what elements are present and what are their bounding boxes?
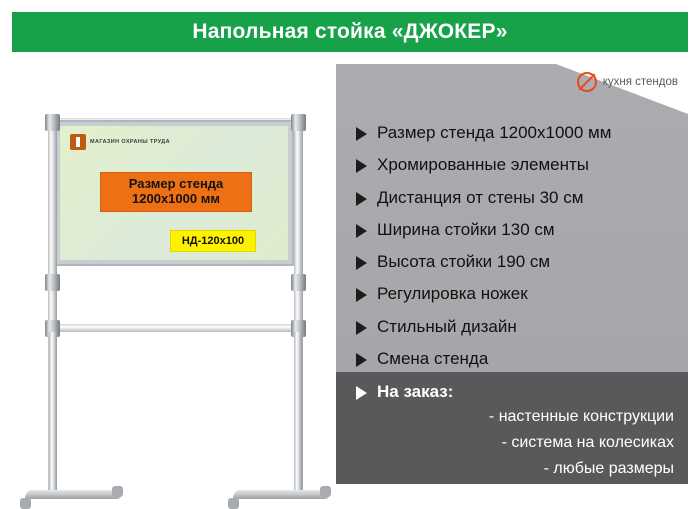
- leg-post-right: [294, 332, 302, 494]
- list-item: [356, 348, 678, 369]
- brand-logo: [577, 72, 678, 92]
- order-title: На заказ:: [377, 382, 454, 401]
- feature-text: Регулировка ножек: [377, 284, 528, 304]
- triangle-right-icon: [356, 321, 367, 335]
- no-cooking-icon: [577, 72, 597, 92]
- order-heading: [356, 382, 453, 402]
- list-item: [356, 122, 678, 143]
- board-logo-icon: [70, 134, 86, 150]
- triangle-right-icon: [356, 127, 367, 141]
- foot-cap-right-back: [320, 486, 331, 497]
- feature-text: Высота стойки 190 см: [377, 252, 551, 271]
- page-title: Напольная стойка «ДЖОКЕР»: [192, 20, 508, 43]
- feature-list: [356, 122, 678, 380]
- triangle-right-icon: [356, 256, 367, 270]
- frame-joint-top-right: [291, 114, 306, 131]
- triangle-right-icon: [356, 224, 367, 238]
- list-item: [356, 283, 678, 304]
- frame-joint-top-left: [45, 114, 60, 131]
- list-item: [356, 154, 678, 175]
- order-option: - настенные конструкции: [488, 408, 674, 425]
- stand-board-face: [60, 126, 288, 260]
- size-label-line2: 1200х1000 мм: [132, 191, 220, 206]
- foot-base-left: [24, 490, 124, 499]
- code-label: [170, 230, 256, 252]
- brand-label: кухня стендов: [602, 76, 678, 88]
- feature-text: Смена стенда: [377, 348, 489, 368]
- list-item: [356, 219, 678, 240]
- product-illustration: [12, 58, 334, 484]
- feature-text: Ширина стойки 130 см: [377, 219, 555, 239]
- order-option: - система на колесиках: [501, 434, 674, 451]
- board-logo-text: МАГАЗИН ОХРАНЫ ТРУДА: [90, 139, 170, 145]
- order-panel: [336, 372, 688, 484]
- code-label-text: НД-120х100: [181, 235, 245, 247]
- triangle-right-icon: [356, 386, 367, 400]
- leg-post-left: [49, 332, 57, 494]
- triangle-right-icon: [356, 353, 367, 367]
- list-item: [356, 316, 678, 337]
- triangle-right-icon: [356, 159, 367, 173]
- feature-text: Размер стенда 1200х1000 мм: [377, 123, 612, 142]
- triangle-right-icon: [356, 288, 367, 302]
- triangle-right-icon: [356, 192, 367, 206]
- frame-joint-mid-left: [45, 274, 60, 291]
- frame-joint-mid-right: [291, 274, 306, 291]
- list-item: [356, 251, 678, 272]
- order-option: - любые размеры: [543, 460, 674, 477]
- list-item: [356, 187, 678, 208]
- feature-text: Стильный дизайн: [377, 316, 517, 336]
- foot-cap-left-front: [20, 498, 31, 509]
- header-banner: [12, 12, 688, 52]
- stand-board: [54, 120, 294, 266]
- size-label-line1: Размер стенда: [128, 176, 224, 192]
- board-logo: [70, 134, 170, 150]
- feature-text: Хромированные элементы: [377, 155, 590, 175]
- foot-cap-right-front: [228, 498, 239, 509]
- foot-cap-left-back: [112, 486, 123, 497]
- feature-text: Дистанция от стены 30 см: [377, 187, 584, 207]
- size-label: [100, 172, 252, 212]
- foot-base-right: [232, 490, 332, 499]
- frame-crossbar: [52, 324, 296, 332]
